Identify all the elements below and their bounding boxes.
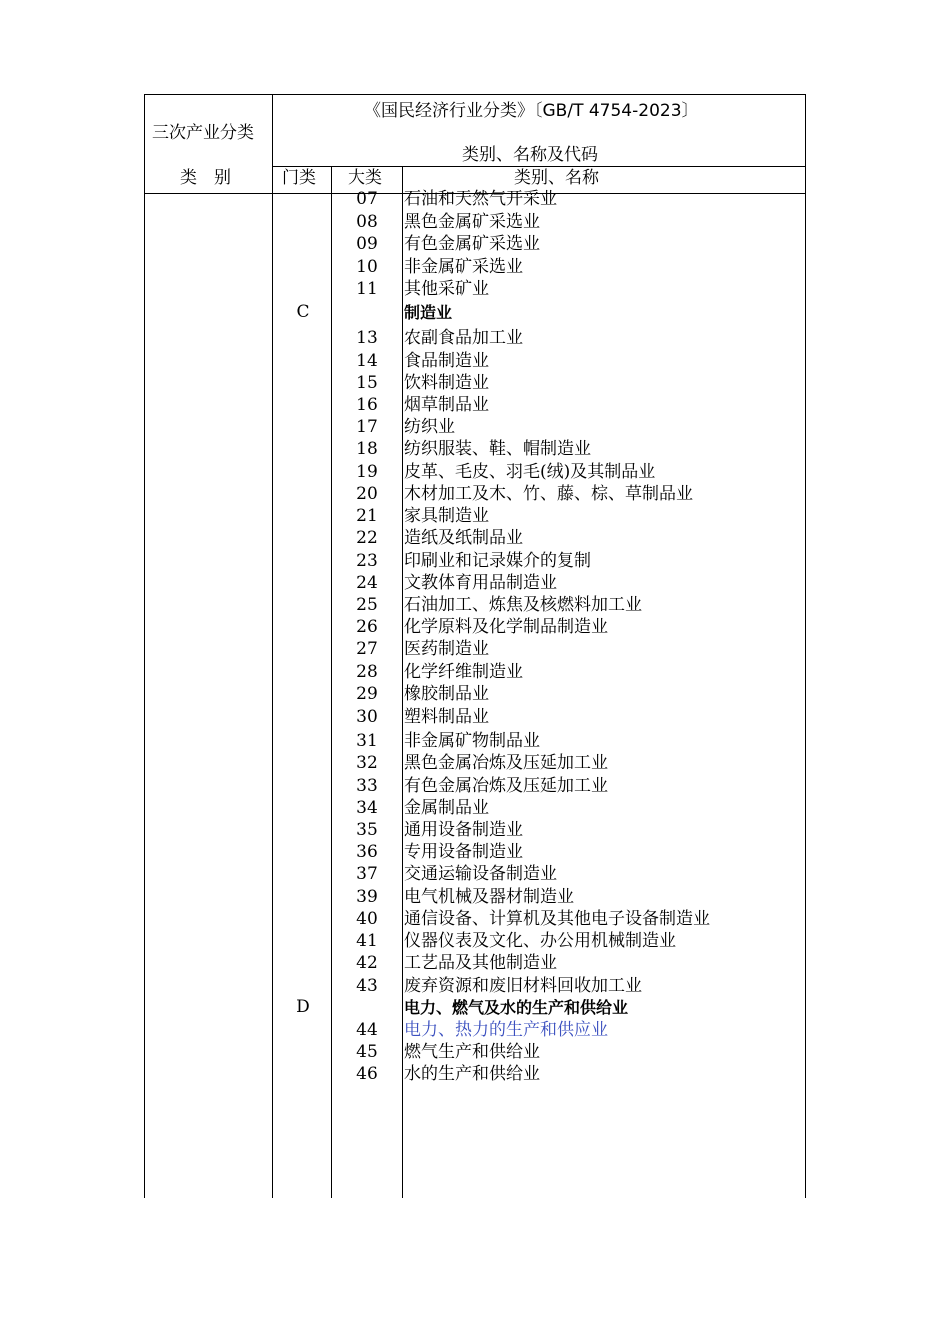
row-code: 45	[356, 1042, 378, 1062]
row-name: 有色金属矿采选业	[404, 234, 540, 254]
row-code: 21	[356, 506, 378, 526]
row-name: 非金属矿采选业	[404, 257, 523, 277]
row-name: 仪器仪表及文化、办公用机械制造业	[404, 931, 676, 951]
row-name: 非金属矿物制品业	[404, 731, 540, 751]
row-name: 黑色金属冶炼及压延加工业	[404, 753, 608, 773]
row-code: 24	[356, 573, 378, 593]
row-code: 32	[356, 753, 378, 773]
row-name-link[interactable]: 电力、热力的生产和供应业	[404, 1020, 608, 1040]
row-name: 交通运输设备制造业	[404, 864, 557, 884]
row-name: 石油和天然气开采业	[404, 189, 557, 209]
row-name: 塑料制品业	[404, 707, 489, 727]
header-title: 《国民经济行业分类》〔GB/T 4754-2023〕	[364, 101, 699, 121]
row-name: 纺织业	[404, 417, 455, 437]
row-code: 20	[356, 484, 378, 504]
row-name: 农副食品加工业	[404, 328, 523, 348]
table-border-top	[144, 94, 806, 95]
row-name: 木材加工及木、竹、藤、棕、草制品业	[404, 484, 693, 504]
row-name: 废弃资源和废旧材料回收加工业	[404, 976, 642, 996]
row-name: 通信设备、计算机及其他电子设备制造业	[404, 909, 710, 929]
row-code: 43	[356, 976, 378, 996]
row-name: 皮革、毛皮、羽毛(绒)及其制品业	[404, 462, 656, 482]
row-name: 食品制造业	[404, 351, 489, 371]
row-code: 15	[356, 373, 378, 393]
row-code: 35	[356, 820, 378, 840]
row-code: 23	[356, 551, 378, 571]
row-code: 46	[356, 1064, 378, 1084]
row-name: 水的生产和供给业	[404, 1064, 540, 1084]
row-code: 27	[356, 639, 378, 659]
row-code: 31	[356, 731, 378, 751]
row-name: 烟草制品业	[404, 395, 489, 415]
row-code: 07	[356, 189, 378, 209]
row-code: 41	[356, 931, 378, 951]
row-code: 19	[356, 462, 378, 482]
header-menlei: 门类	[282, 168, 316, 188]
header-divider	[272, 166, 806, 167]
column-divider-3	[402, 166, 403, 1198]
row-name: 制造业	[404, 303, 453, 322]
header-subtitle: 类别、名称及代码	[462, 145, 598, 165]
table-border-left	[144, 94, 145, 1198]
row-code: 36	[356, 842, 378, 862]
row-name: 化学原料及化学制品制造业	[404, 617, 608, 637]
section-c-label: C	[296, 302, 310, 322]
row-name: 其他采矿业	[404, 279, 489, 299]
row-code: 10	[356, 257, 378, 277]
row-code: 22	[356, 528, 378, 548]
row-code: 11	[356, 279, 378, 299]
row-code: 13	[356, 328, 378, 348]
row-code: 08	[356, 212, 378, 232]
row-name: 黑色金属矿采选业	[404, 212, 540, 232]
row-code: 39	[356, 887, 378, 907]
row-code: 17	[356, 417, 378, 437]
row-name: 石油加工、炼焦及核燃料加工业	[404, 595, 642, 615]
section-d-label: D	[296, 997, 310, 1017]
table-border-right	[805, 94, 806, 1198]
row-name: 文教体育用品制造业	[404, 573, 557, 593]
row-code: 14	[356, 351, 378, 371]
row-name: 橡胶制品业	[404, 684, 489, 704]
row-code: 28	[356, 662, 378, 682]
row-name: 电力、燃气及水的生产和供给业	[404, 998, 629, 1017]
row-name: 工艺品及其他制造业	[404, 953, 557, 973]
row-name: 有色金属冶炼及压延加工业	[404, 776, 608, 796]
row-code: 44	[356, 1020, 378, 1040]
column-divider-1	[272, 94, 273, 1198]
row-name: 造纸及纸制品业	[404, 528, 523, 548]
row-code: 29	[356, 684, 378, 704]
row-code: 33	[356, 776, 378, 796]
row-code: 26	[356, 617, 378, 637]
row-name: 医药制造业	[404, 639, 489, 659]
row-code: 16	[356, 395, 378, 415]
header-tertiary-classification: 三次产业分类	[152, 123, 254, 143]
row-name: 化学纤维制造业	[404, 662, 523, 682]
row-code: 40	[356, 909, 378, 929]
row-name: 燃气生产和供给业	[404, 1042, 540, 1062]
row-name: 电气机械及器材制造业	[404, 887, 574, 907]
row-code: 37	[356, 864, 378, 884]
row-code: 18	[356, 439, 378, 459]
header-category: 类 别	[180, 168, 231, 188]
row-name: 纺织服装、鞋、帽制造业	[404, 439, 591, 459]
row-code: 25	[356, 595, 378, 615]
row-code: 09	[356, 234, 378, 254]
row-name: 饮料制造业	[404, 373, 489, 393]
row-code: 34	[356, 798, 378, 818]
row-code: 42	[356, 953, 378, 973]
row-name: 印刷业和记录媒介的复制	[404, 551, 591, 571]
row-name: 通用设备制造业	[404, 820, 523, 840]
row-name: 专用设备制造业	[404, 842, 523, 862]
row-name: 家具制造业	[404, 506, 489, 526]
row-name: 金属制品业	[404, 798, 489, 818]
classification-table	[144, 94, 806, 1198]
header-name: 类别、名称	[514, 168, 599, 188]
header-dalei: 大类	[348, 168, 382, 188]
row-code: 30	[356, 707, 378, 727]
